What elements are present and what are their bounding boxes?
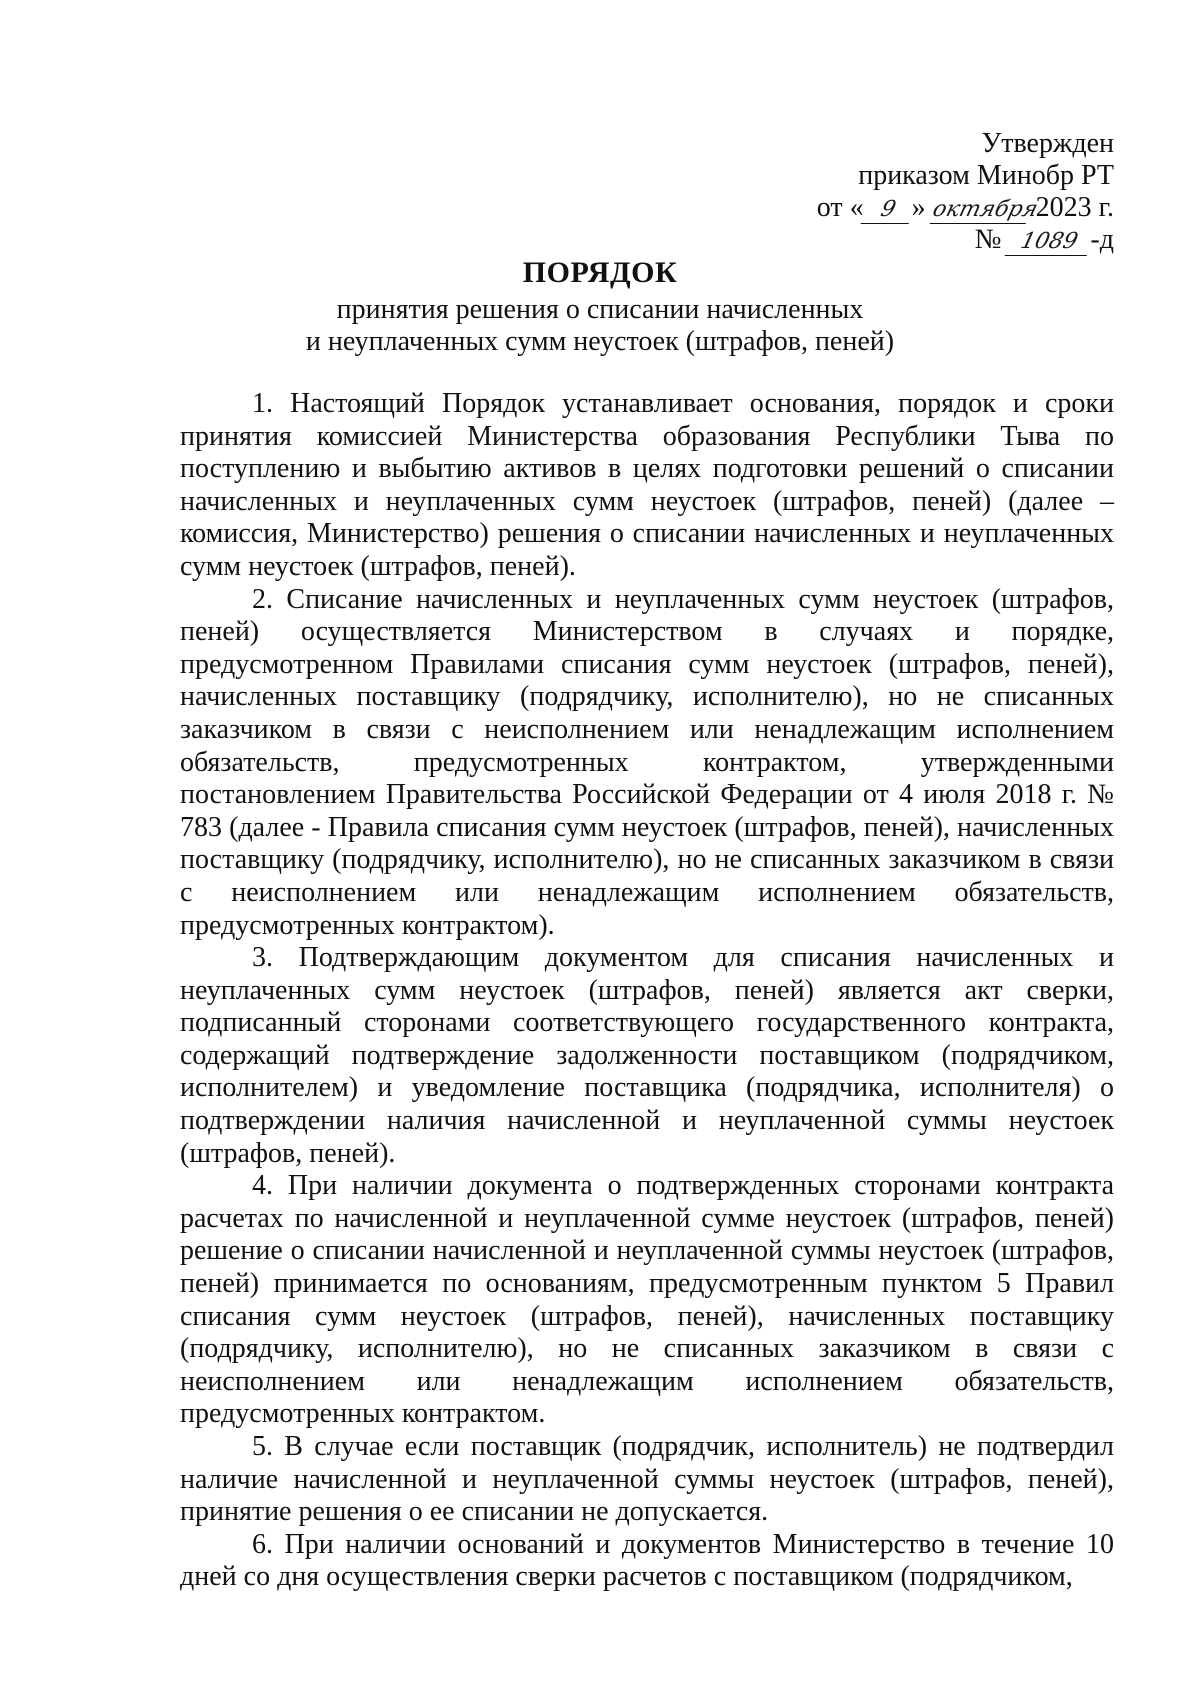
- date-month-handwritten: октября: [929, 197, 1040, 222]
- approval-line-order: приказом Минобр РТ: [858, 160, 1114, 191]
- date-prefix: от «: [816, 192, 864, 223]
- number-handwritten: 1089: [1005, 229, 1094, 256]
- paragraph-4: 4. При наличии документа о подтвержденных сторонами контракта расчетах по начисленной и неуплаченной сумме неустоек (штрафов, пеней) решение о списании начисленной и неуплаченной суммы неустоек (штрафов, пеней) принимается по основаниям, предусмотренным пунктом 5 Правил списания сумм неустоек (штрафов, пеней), начисленных поставщику (подрядчику, исполнителю), но не списанных заказчиком в связи с неисполнением или ненадлежащим исполнением обязательств, предусмотренных контрактом.: [180, 1170, 1114, 1430]
- paragraph-3: 3. Подтверждающим документом для списания начисленных и неуплаченных сумм неустоек (штрафов, пеней) является акт сверки, подписанный сторонами соответствующего государственного контракта, содержащий подтверждение задолженности поставщиком (подрядчиком, исполнителем) и уведомление поставщика (подрядчика, исполнителя) о подтверждении наличия начисленной и неуплаченной суммы неустоек (штрафов, пеней).: [180, 942, 1114, 1169]
- number-suffix: -д: [1090, 224, 1114, 255]
- date-mid: »: [911, 192, 926, 223]
- approval-stamp: [817, 128, 1114, 256]
- document-title: ПОРЯДОК: [522, 256, 678, 289]
- subtitle-line-2: и неуплаченных сумм неустоек (штрафов, пеней): [305, 326, 895, 357]
- date-year: 2023 г.: [1035, 192, 1114, 223]
- paragraph-5: 5. В случае если поставщик (подрядчик, исполнитель) не подтвердил наличие начисленной и неуплаченной суммы неустоек (штрафов, пеней), принятие решения о ее списании не допускается.: [180, 1431, 1114, 1528]
- paragraph-1: 1. Настоящий Порядок устанавливает основания, порядок и сроки принятия комиссией Министерства образования Республики Тыва по поступлению и выбытию активов в целях подготовки решений о списании начисленных и неуплаченных сумм неустоек (штрафов, пеней) (далее – комиссия, Министерство) решения о списании начисленных и неуплаченных сумм неустоек (штрафов, пеней).: [180, 388, 1114, 582]
- paragraph-6: 6. При наличии оснований и документов Министерство в течение 10 дней со дня осуществления сверки расчетов с поставщиком (подрядчиком,: [180, 1528, 1114, 1593]
- approval-line-approved: Утвержден: [981, 128, 1114, 159]
- approval-line-date: [817, 192, 1114, 224]
- paragraph-2: 2. Списание начисленных и неуплаченных сумм неустоек (штрафов, пеней) осуществляется Министерством в случаях и порядке, предусмотренном Правилами списания сумм неустоек (штрафов, пеней), начисленных поставщику (подрядчику, исполнителю), но не списанных заказчиком в связи с неисполнением или ненадлежащим исполнением обязательств, предусмотренных контрактом, утвержденными постановлением Правительства Российской Федерации от 4 июля 2018 г. № 783 (далее - Правила списания сумм неустоек (штрафов, пеней), начисленных поставщику (подрядчику, исполнителю), но не списанных заказчиком в связи с неисполнением или ненадлежащим исполнением обязательств, предусмотренных контрактом).: [180, 583, 1114, 941]
- subtitle-line-1: принятия решения о списании начисленных: [336, 294, 864, 325]
- approval-line-number: [817, 224, 1114, 256]
- document-subtitle: [0, 294, 1200, 358]
- document-body: [180, 388, 1114, 1594]
- date-day-handwritten: 9: [860, 197, 915, 224]
- number-prefix: №: [974, 224, 1002, 255]
